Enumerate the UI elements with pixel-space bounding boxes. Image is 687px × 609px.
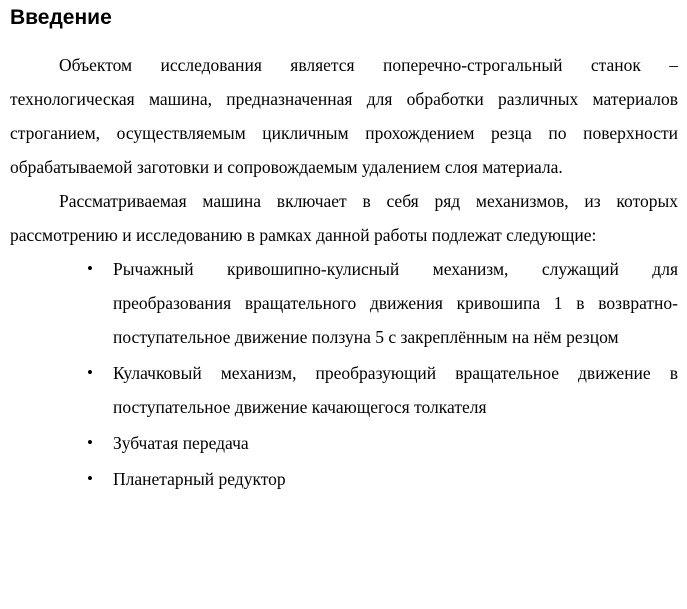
list-item-text: Рычажный кривошипно-кулисный механизм, служащий для преобразования вращательного движения кривошипа 1 в возвратно-поступательное движение ползуна 5 с закреплённым на нём резцом [113,259,678,347]
bullet-icon: • [87,363,93,382]
list-item [87,426,678,462]
list-item-text: Зубчатая передача [113,433,249,453]
paragraph-mechanisms: Рассматриваемая машина включает в себя ряд механизмов, из которых рассмотрению и исследованию в рамках данной работы подлежат следующие: [10,191,678,245]
bullet-icon: • [87,259,93,278]
bullet-icon: • [87,433,93,452]
list-item [87,356,678,426]
section-title: Введение [10,6,112,29]
list-item [87,252,678,356]
list-item-text: Планетарный редуктор [113,469,286,489]
document-page [10,4,678,498]
bullet-icon: • [87,469,93,488]
mechanism-list [10,252,678,498]
list-item-text: Кулачковый механизм, преобразующий вращательное движение в поступательное движение качающегося толкателя [113,363,678,417]
list-item [87,462,678,498]
paragraph-object: Объектом исследования является поперечно-строгальный станок – технологическая машина, предназначенная для обработки различных материалов строганием, осуществляемым цикличным прохождением резца по поверхности обрабатываемой заготовки и сопровождаемым удалением слоя материала. [10,55,678,177]
